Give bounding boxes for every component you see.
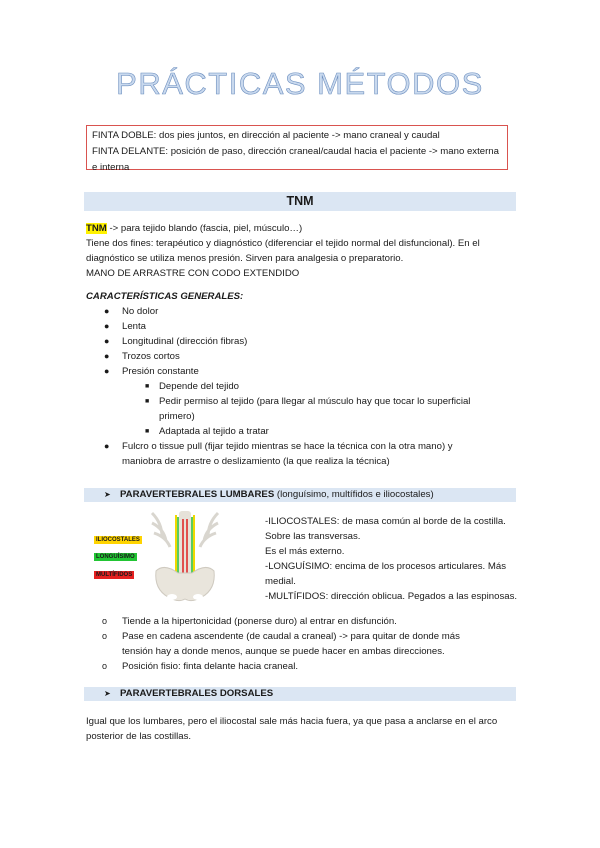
list-item-text: Posición fisio: finta delante hacia craneal. — [122, 661, 298, 672]
sub-list-item — [145, 379, 479, 394]
desc-multifidos: -MULTÍFIDOS: dirección oblicua. Pegados a las espinosas. — [265, 591, 518, 602]
legend-longuisimo: LONGUÍSIMO — [96, 554, 135, 560]
circle-bullet-icon: o — [102, 661, 108, 671]
lumbares-heading-text — [104, 489, 434, 500]
list-item — [102, 629, 462, 659]
note-line-2: FINTA DELANTE: posición de paso, dirección craneal/caudal hacia el paciente -> mano externa e interna — [92, 146, 499, 173]
circle-bullet-icon: o — [102, 616, 108, 626]
caracteristicas-heading: CARACTERÍSTICAS GENERALES: — [86, 291, 244, 302]
spine-pelvis-illustration — [150, 511, 220, 606]
dorsales-heading-text — [104, 688, 273, 699]
tnm-highlight: TNM — [86, 223, 107, 234]
list-item — [104, 364, 512, 379]
bullet-icon: ● — [104, 306, 110, 316]
tnm-intro — [86, 221, 516, 281]
list-item — [104, 304, 512, 319]
lumbares-points — [102, 614, 462, 674]
page-title: PRÁCTICAS MÉTODOS — [116, 66, 484, 101]
section-heading-tnm: TNM — [84, 192, 516, 211]
list-item-text: No dolor — [122, 306, 159, 317]
desc-iliocostales: -ILIOCOSTALES: de masa común al borde de la costilla. Sobre las transversas. — [265, 516, 506, 542]
note-line-1: FINTA DOBLE: dos pies juntos, en dirección al paciente -> mano craneal y caudal — [92, 130, 440, 141]
bullet-icon: ● — [104, 366, 110, 376]
desc-longuisimo: -LONGUÍSIMO: encima de los procesos articulares. Más medial. — [265, 561, 506, 587]
list-item — [102, 659, 462, 674]
list-item-text: Pase en cadena ascendente (de caudal a craneal) -> para quitar de donde más tensión hay a donde menos, aunque se puede hacer en ambas direcciones. — [122, 631, 460, 657]
sub-list-item-text: Adaptada al tejido a tratar — [159, 426, 269, 437]
list-item-text: Presión constante — [122, 366, 199, 377]
list-item — [104, 319, 512, 334]
square-bullet-icon: ■ — [145, 383, 150, 390]
section-heading-lumbares — [84, 488, 516, 502]
list-item-text: Fulcro o tissue pull (fijar tejido mientras se hace la técnica con la otra mano) y maniobra de arrastre o deslizamiento (la que realiza la técnica) — [122, 441, 453, 467]
square-bullet-icon: ■ — [145, 428, 150, 435]
sub-list — [122, 379, 479, 439]
section-heading-dorsales — [84, 687, 516, 701]
list-item — [104, 349, 512, 364]
list-item — [102, 614, 462, 629]
intro-line-3: MANO DE ARRASTRE CON CODO EXTENDIDO — [86, 268, 300, 279]
dorsales-text: Igual que los lumbares, pero el iliocostal sale más hacia fuera, ya que pasa a anclarse en el arco posterior de las costillas. — [86, 716, 498, 742]
intro-line-1 — [86, 221, 516, 236]
square-bullet-icon: ■ — [145, 398, 150, 405]
finta-note-box — [86, 125, 508, 173]
lumbares-heading-rest: (longuísimo, multífidos e iliocostales) — [274, 489, 434, 500]
arrow-bullet-icon: ➤ — [104, 490, 111, 499]
arrow-bullet-icon: ➤ — [104, 689, 111, 698]
lumbares-descriptions — [265, 514, 527, 604]
bullet-icon: ● — [104, 336, 110, 346]
list-item — [104, 334, 512, 349]
sub-list-item — [145, 424, 479, 439]
intro-line-2: Tiene dos fines: terapéutico y diagnóstico (diferenciar el tejido normal del disfuncional). En el diagnóstico se utiliza menos presión. Sirven para analgesia o preparatorio. — [86, 238, 480, 264]
legend-multifidos: MULTÍFIDOS — [96, 572, 133, 578]
legend-iliocostales: ILIOCOSTALES — [96, 537, 140, 543]
list-item-text: Tiende a la hipertonicidad (ponerse duro) al entrar en disfunción. — [122, 616, 397, 627]
lumbares-heading-bold: PARAVERTEBRALES LUMBARES — [120, 489, 275, 500]
bullet-icon: ● — [104, 321, 110, 331]
sub-list-item-text: Depende del tejido — [159, 381, 240, 392]
intro-line-1-rest: -> para tejido blando (fascia, piel, músculo…) — [106, 223, 303, 234]
list-item-text: Longitudinal (dirección fibras) — [122, 336, 248, 347]
bullet-icon: ● — [104, 351, 110, 361]
list-item-text: Lenta — [122, 321, 147, 332]
dorsales-heading-bold: PARAVERTEBRALES DORSALES — [120, 688, 274, 699]
sub-list-item-text: Pedir permiso al tejido (para llegar al músculo hay que tocar lo superficial primero) — [159, 396, 471, 422]
list-item-text: Trozos cortos — [122, 351, 180, 362]
circle-bullet-icon: o — [102, 631, 108, 641]
list-item — [104, 439, 482, 469]
desc-externo: Es el más externo. — [265, 546, 345, 557]
bullet-icon: ● — [104, 441, 110, 451]
caracteristicas-list — [104, 304, 512, 469]
sub-list-item — [145, 394, 479, 424]
